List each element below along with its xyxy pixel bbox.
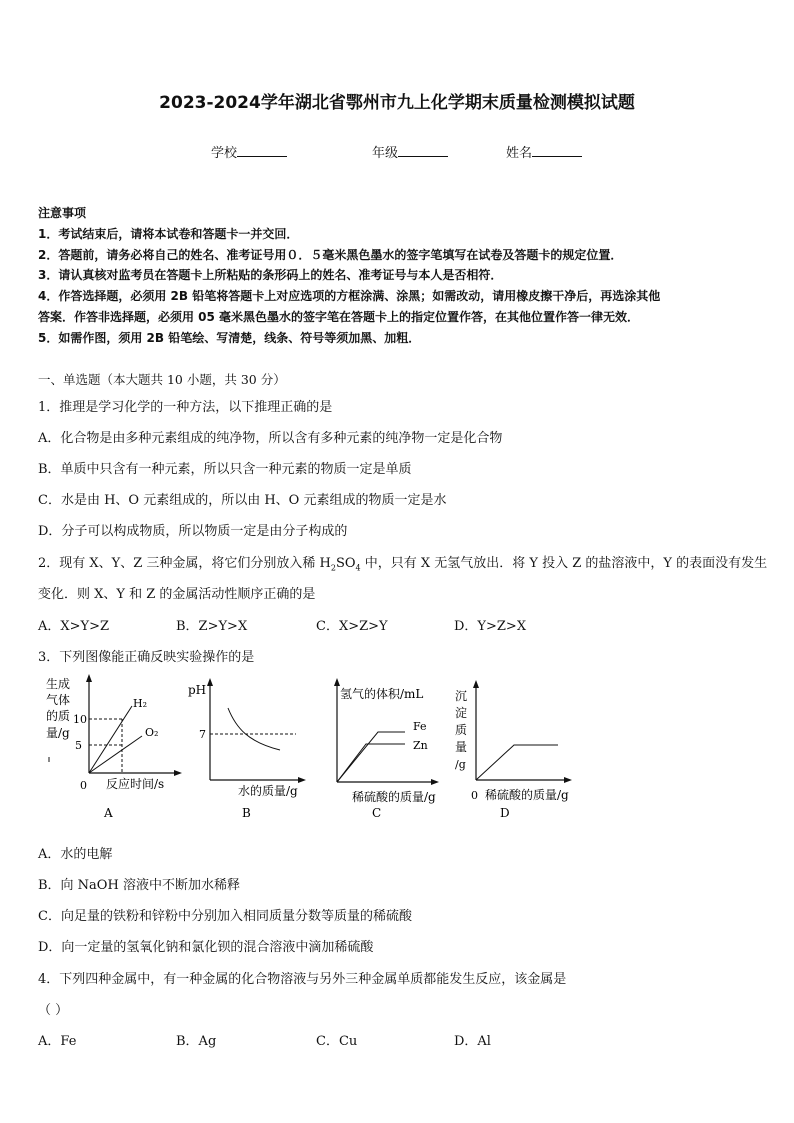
graph-d-ylabel: 量 (455, 740, 468, 754)
q2-stem-line2: 变化．则 X、Y 和 Z 的金属活动性顺序正确的是 (38, 587, 316, 602)
q1-option-d: D．分子可以构成物质，所以物质一定是由分子构成的 (38, 524, 348, 539)
q2-stem-text: SO (335, 556, 356, 571)
q2-stem-line1 (38, 552, 767, 573)
graph-c-xlabel: 稀硫酸的质量/g (352, 790, 436, 804)
arrow-icon (298, 777, 306, 783)
school-blank (237, 144, 287, 157)
graph-c-series: Fe (413, 720, 427, 733)
graph-a-tick: 5 (75, 739, 82, 752)
graph-c-series: Zn (413, 739, 428, 752)
arrow-icon (473, 680, 479, 688)
q3-stem: 3．下列图像能正确反映实验操作的是 (38, 650, 255, 665)
graph-a-ylabel: 的质 (46, 709, 71, 723)
q4-option-a: A．Fe (38, 1034, 77, 1049)
graph-d-ylabel: 沉 (455, 689, 468, 703)
graph-a-xlabel: 反应时间/s (106, 777, 165, 791)
arrow-icon (207, 678, 213, 686)
name-label: 姓名 (506, 146, 533, 161)
graph-a-line-o2 (89, 736, 142, 773)
arrow-icon (174, 770, 182, 776)
graph-a-ylabel: 气体 (46, 693, 71, 707)
graph-d-origin: 0 (471, 789, 478, 802)
school-field (211, 142, 287, 161)
notice-item: 2．答题前，请务必将自己的姓名、准考证号用０．５毫米黑色墨水的签字笔填写在试卷及答题卡的规定位置． (38, 248, 623, 262)
notice-item: 3．请认真核对监考员在答题卡上所粘贴的条形码上的姓名、准考证号与本人是否相符． (38, 268, 503, 282)
q3-option-b: B．向 NaOH 溶液中不断加水稀释 (38, 878, 240, 893)
q4-stem: 4．下列四种金属中，有一种金属的化合物溶液与另外三种金属单质都能发生反应，该金属是 (38, 972, 567, 987)
graph-a-ylabel: 量/g (46, 726, 70, 740)
q2-stem-text: 2．现有 X、Y、Z 三种金属，将它们分别放入稀 H (38, 556, 331, 571)
graph-a-tick: 10 (73, 713, 87, 726)
q3-option-d: D．向一定量的氢氧化钠和氯化钡的混合溶液中滴加稀硫酸 (38, 940, 374, 955)
page-title: 2023-2024学年湖北省鄂州市九上化学期末质量检测模拟试题 (159, 93, 635, 113)
arrow-icon (564, 777, 572, 783)
q2-option-c: C．X>Z>Y (316, 619, 388, 634)
graph-a-origin: 0 (80, 779, 87, 792)
section-heading: 一、单选题（本大题共 10 小题，共 30 分） (38, 372, 286, 387)
notice-item: 1．考试结束后，请将本试卷和答题卡一并交回． (38, 227, 299, 241)
grade-blank (398, 144, 448, 157)
q1-stem: 1．推理是学习化学的一种方法，以下推理正确的是 (38, 400, 333, 415)
graph-d-label: D (500, 806, 510, 820)
q1-option-b: B．单质中只含有一种元素，所以只含一种元素的物质一定是单质 (38, 462, 412, 477)
graph-d-ylabel: /g (455, 758, 466, 771)
graph-c-line-zn (337, 744, 405, 782)
q2-option-d: D．Y>Z>X (454, 619, 527, 634)
arrow-icon (334, 678, 340, 686)
q4-option-d: D．Al (454, 1034, 491, 1049)
q1-option-c: C．水是由 H、O 元素组成的，所以由 H、O 元素组成的物质一定是水 (38, 493, 447, 508)
q2-option-a: A．X>Y>Z (38, 619, 110, 634)
graph-a-series: H₂ (133, 697, 148, 710)
q3-option-a: A．水的电解 (38, 847, 113, 862)
graph-b-tick: 7 (199, 728, 206, 741)
graph-c-ylabel: 氢气的体积/mL (340, 687, 424, 701)
q4-option-b: B．Ag (176, 1034, 217, 1049)
graph-a-label: A (104, 806, 113, 820)
graph-d-ylabel: 质 (455, 723, 468, 737)
graph-a-ylabel: 生成 (46, 677, 71, 691)
grade-label: 年级 (372, 146, 399, 161)
graph-b (188, 678, 306, 820)
notice-heading: 注意事项 (38, 206, 87, 220)
q1-option-a: A．化合物是由多种元素组成的纯净物，所以含有多种元素的纯净物一定是化合物 (38, 431, 503, 446)
name-field (506, 142, 582, 161)
graph-b-ylabel: pH (188, 683, 207, 697)
graph-a-series: O₂ (145, 726, 159, 739)
graph-a-line-h2 (89, 706, 132, 773)
graph-c-line-fe (337, 732, 405, 782)
graph-d-line (476, 745, 558, 780)
graph-d-xlabel: 稀硫酸的质量/g (485, 788, 569, 802)
arrow-icon (86, 674, 92, 682)
subscript: 4 (355, 563, 361, 573)
name-blank (532, 144, 582, 157)
grade-field (372, 142, 448, 161)
graph-c (334, 678, 439, 820)
graph-d-ylabel: 淀 (455, 706, 468, 720)
q2-option-b: B．Z>Y>X (176, 619, 248, 634)
school-label: 学校 (211, 146, 238, 161)
q4-paren: （ ） (38, 1003, 69, 1018)
notice-item: 4．作答选择题，必须用 2B 铅笔将答题卡上对应选项的方框涂满、涂黑；如需改动，请用橡皮擦干净后，再选涂其他 (38, 289, 661, 303)
q4-option-c: C．Cu (316, 1034, 358, 1049)
graph-c-label: C (372, 806, 382, 820)
notice-item: 答案．作答非选择题，必须用 05 毫米黑色墨水的签字笔在答题卡上的指定位置作答，在其他位置作答一律无效． (38, 310, 640, 324)
graph-a (46, 674, 182, 820)
graph-b-xlabel: 水的质量/g (238, 784, 298, 798)
arrow-icon (431, 779, 439, 785)
notice-item: 5．如需作图，须用 2B 铅笔绘、写清楚，线条、符号等须加黑、加粗． (38, 331, 421, 345)
subscript: 2 (330, 563, 336, 573)
q3-figures (0, 670, 794, 830)
graph-b-curve (228, 708, 280, 750)
graph-b-label: B (242, 806, 251, 820)
q3-option-c: C．向足量的铁粉和锌粉中分别加入相同质量分数等质量的稀硫酸 (38, 909, 412, 924)
graph-d (455, 680, 572, 820)
q2-stem-text: 中，只有 X 无氢气放出．将 Y 投入 Z 的盐溶液中，Y 的表面没有发生 (360, 556, 768, 571)
